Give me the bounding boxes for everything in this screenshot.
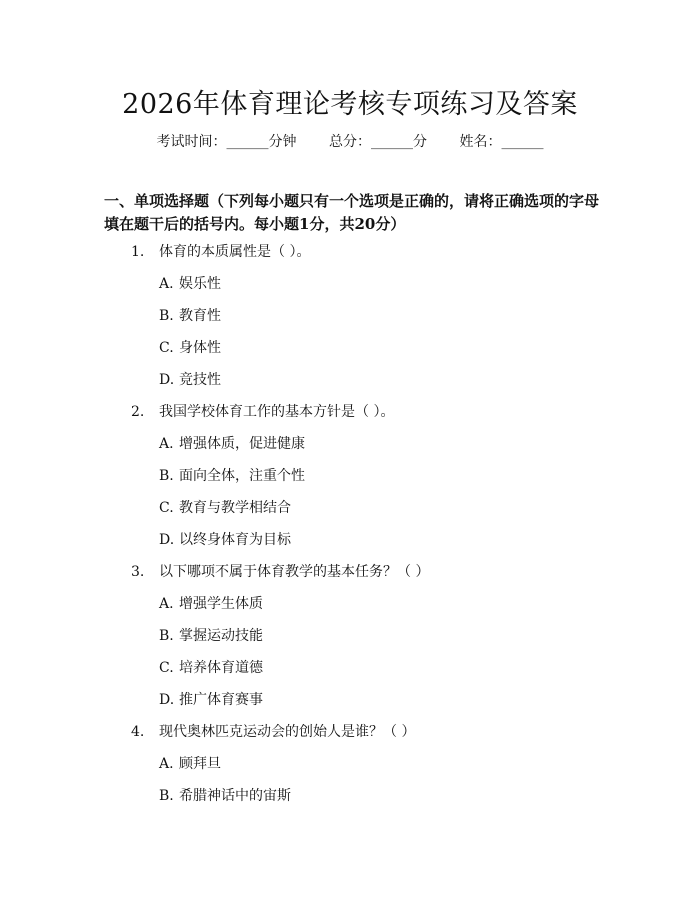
- option-letter: B.: [159, 468, 174, 484]
- option-text: 教育与教学相结合: [179, 500, 291, 516]
- option-text: 身体性: [179, 340, 221, 356]
- option-letter: A.: [159, 436, 174, 452]
- question-number: 2.: [131, 404, 145, 420]
- option-letter: A.: [159, 596, 174, 612]
- question-number: 4.: [131, 724, 145, 740]
- option-letter: B.: [159, 628, 174, 644]
- question-text: 体育的本质属性是（ ）。: [159, 244, 311, 260]
- question-3: [0, 562, 700, 594]
- question-text: 以下哪项不属于体育教学的基本任务？（ ）: [159, 564, 430, 580]
- option-text: 希腊神话中的宙斯: [179, 788, 291, 804]
- option-text: 教育性: [179, 308, 221, 324]
- section-heading: 一、单项选择题（下列每小题只有一个选项是正确的，请将正确选项的字母填在题干后的括号内。每小题1分，共20分）: [104, 192, 600, 233]
- option-3a: [0, 594, 700, 626]
- option-2a: [0, 434, 700, 466]
- option-text: 以终身体育为目标: [179, 532, 291, 548]
- option-2b: [0, 466, 700, 498]
- option-text: 面向全体，注重个性: [179, 468, 305, 484]
- student-name-field: 姓名：______: [459, 134, 544, 150]
- question-text: 我国学校体育工作的基本方针是（ ）。: [159, 404, 395, 420]
- option-letter: D.: [159, 532, 175, 548]
- exam-time-field: 考试时间：______分钟: [156, 134, 297, 150]
- option-letter: A.: [159, 756, 174, 772]
- option-2d: [0, 530, 700, 562]
- option-letter: C.: [159, 660, 174, 676]
- question-number: 3.: [131, 564, 145, 580]
- option-3d: [0, 690, 700, 722]
- option-3b: [0, 626, 700, 658]
- exam-info: [0, 131, 700, 151]
- option-letter: C.: [159, 340, 174, 356]
- option-letter: D.: [159, 372, 175, 388]
- option-text: 增强学生体质: [179, 596, 263, 612]
- question-list: [0, 242, 700, 818]
- option-1b: [0, 306, 700, 338]
- option-text: 培养体育道德: [179, 660, 263, 676]
- option-text: 竞技性: [179, 372, 221, 388]
- document-title: 2026年体育理论考核专项练习及答案: [122, 89, 578, 120]
- option-letter: B.: [159, 308, 174, 324]
- option-text: 推广体育赛事: [179, 692, 263, 708]
- option-1a: [0, 274, 700, 306]
- option-4b: [0, 786, 700, 818]
- option-1c: [0, 338, 700, 370]
- option-3c: [0, 658, 700, 690]
- question-2: [0, 402, 700, 434]
- option-letter: B.: [159, 788, 174, 804]
- option-text: 增强体质，促进健康: [179, 436, 305, 452]
- option-letter: A.: [159, 276, 174, 292]
- option-4a: [0, 754, 700, 786]
- option-letter: D.: [159, 692, 175, 708]
- question-4: [0, 722, 700, 754]
- option-2c: [0, 498, 700, 530]
- option-1d: [0, 370, 700, 402]
- question-number: 1.: [131, 244, 145, 260]
- option-letter: C.: [159, 500, 174, 516]
- question-text: 现代奥林匹克运动会的创始人是谁？（ ）: [159, 724, 416, 740]
- question-1: [0, 242, 700, 274]
- total-score-field: 总分：______分: [329, 134, 427, 150]
- option-text: 掌握运动技能: [179, 628, 263, 644]
- option-text: 顾拜旦: [179, 756, 221, 772]
- option-text: 娱乐性: [179, 276, 221, 292]
